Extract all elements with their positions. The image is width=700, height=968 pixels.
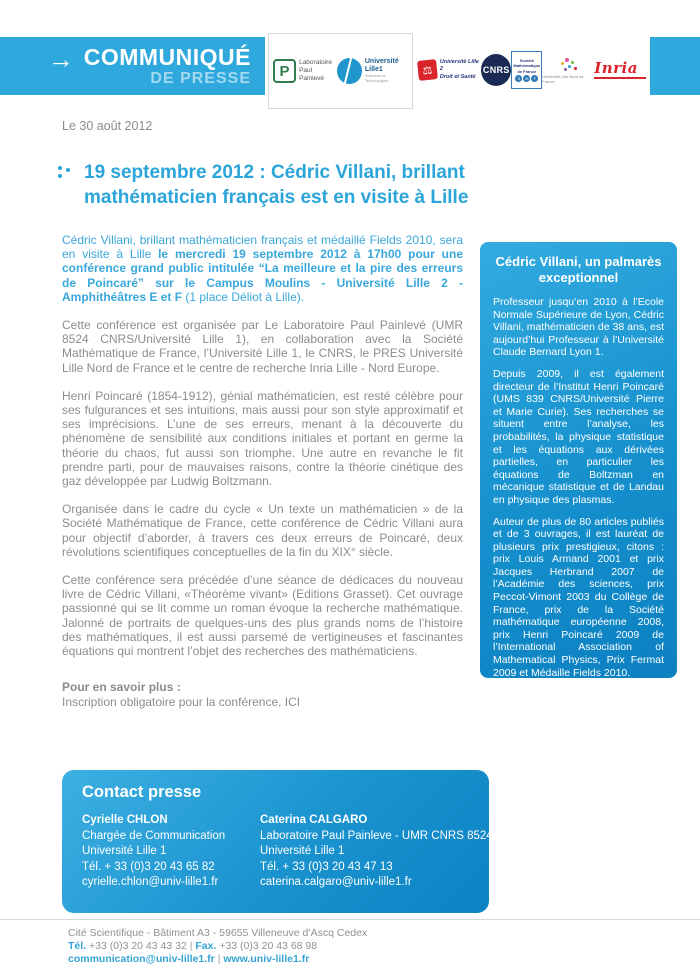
title-bullet-icon <box>57 165 73 181</box>
footer-email-link[interactable]: communication@univ-lille1.fr <box>68 953 215 965</box>
smf-label-2: Mathématique <box>513 63 541 69</box>
article-body <box>62 233 463 710</box>
page-footer <box>0 919 700 966</box>
logo-universite-lille-nord-de-france <box>542 57 594 84</box>
fax-label: Fax. <box>195 940 217 952</box>
page-title-line2: mathématicien français est en visite à Lille <box>84 187 469 208</box>
logo-inria: Inria <box>594 61 646 79</box>
arrow-icon: → <box>47 43 74 74</box>
logo-universite-lille1 <box>337 58 408 84</box>
body-paragraph: Cette conférence est organisée par Le Laboratoire Paul Painlevé (UMR 8524 CNRS/Université Lille 1), en collaboration avec la Société Mathématique de France, l’Université Lille 1, le CNRS, le PRES Université Lille Nord de France et le centre de recherche Inria Lille - Nord Europe. <box>62 318 463 375</box>
contact-phone: Tél. + 33 (0)3 20 43 47 13 <box>260 860 393 873</box>
sidebar-paragraph: Il est Chevalier de la Légion d’honneur depuis avril 2011. <box>493 688 664 713</box>
lille2-label-2: Droit et Santé <box>439 73 476 80</box>
intro-bold: le mercredi 19 septembre 2012 à 17h00 pour une conférence grand public intitulée “La meilleure et la pire des erreurs de Poincaré” sur le Campus Moulins - Université Lille 2 - Amphithéâtres E et F <box>62 247 463 304</box>
contact-phone: Tél. + 33 (0)3 20 43 65 82 <box>82 860 215 873</box>
press-banner <box>0 37 265 95</box>
logo-cnrs: CNRS <box>481 54 511 86</box>
sidebar-paragraph: Auteur de plus de 80 articles publiés et de 3 ouvrages, il est lauréat de plusieurs prix prestigieux, citons : prix Louis Armand 2001 et prix Jacques Herbrand 2007 de l’Académie des sciences, prix Peccot-Vimont 2003 du Collège de France, prix de la Société mathématique européenne 2008, prix Henri Poincaré 2009 de l’International Association of Mathematical Physics, Prix Fermat 2009 et Médaille Fields 2010. <box>493 515 664 679</box>
registration-text: Inscription obligatoire pour la conférence, <box>62 695 285 710</box>
painleve-icon: P <box>273 59 296 83</box>
contact-name: Cyrielle CHLON <box>82 814 168 826</box>
contact-org-2: Université Lille 1 <box>260 845 345 857</box>
sidebar-paragraph: Depuis 2009, il est également directeur de l’Institut Henri Poincaré (UMS 839 CNRS/Université Pierre et Marie Curie). Ses recherches se situent entre l’analyse, les probabilités, la physique statistique et les équations aux dérivées partielles, en particulier les équations de Boltzman en mécanique statistique et de Landau en physique des plasmas. <box>493 367 664 506</box>
footer-phone-line <box>68 940 700 953</box>
lille2-scales-icon: ⚖ <box>417 59 438 81</box>
footer-address: Cité Scientifique - Bâtiment A3 - 59655 Villeneuve d’Ascq Cedex <box>68 927 368 939</box>
title-row <box>57 160 487 210</box>
more-info-label: Pour en savoir plus : <box>62 680 181 695</box>
body-paragraph: Henri Poincaré (1854-1912), génial mathématicien, est resté célèbre pour ses fulgurances et ses intuitions, mais aussi pour son style approximatif et ses imprécisions. L’une de ses erreurs, menant à la découverte du phénomène de sensibilité aux conditions initiales et portant en germe la théorie du chaos, fut aussi son triomphe. Une autre en revanche le fit prendre parti, pour de mauvaises raisons, contre la théorie cinétique des gaz développée par Ludwig Boltzmann. <box>62 388 463 489</box>
contact-role: Chargée de Communication <box>82 829 226 842</box>
press-contact-box <box>62 770 493 913</box>
painleve-label-2: Paul Painlevé <box>299 66 325 83</box>
contact-email-link[interactable]: cyrielle.chlon@univ-lille1.fr <box>82 876 219 888</box>
tel-label: Tél. <box>68 940 87 952</box>
contact-org: Université Lille 1 <box>82 845 167 857</box>
intro-normal-2: (1 place Déliot à Lille). <box>182 289 305 304</box>
lille1-label-1: Université <box>364 58 399 66</box>
logo-societe-mathematique-de-france <box>511 51 542 89</box>
lille1-label-2: Lille1 <box>364 66 383 74</box>
contact-box-title: Contact presse <box>82 783 202 801</box>
footer-website-link[interactable]: www.univ-lille1.fr <box>223 953 310 965</box>
sidebar-paragraph: Professeur jusqu’en 2010 à l’Ecole Normale Supérieure de Lyon, Cédric Villani, mathématicien de 38 ans, est aujourd’hui Professeur à l’Université Claude Bernard Lyon 1. <box>493 296 664 359</box>
body-paragraph: Cette conférence sera précédée d’une séance de dédicaces du nouveau livre de Cédric Villani, «Théorème vivant» (Editions Grasset). Cet ouvrage passionné qui se lit comme un roman évoque la recherche mathématique. Jalonné de portraits de quelques-uns des plus grands noms de l’histoire des mathématiques, il est aussi parsemé de vertigineuses et fascinantes équations qui montrent l’objet des recherches des mathématiciens. <box>62 573 463 659</box>
partner-logo-strip <box>418 45 646 95</box>
page-title <box>84 160 468 210</box>
lille-nord-label: Université Lille Nord de France <box>542 73 584 84</box>
intro-paragraph <box>62 233 463 304</box>
contact-name: Caterina CALGARO <box>260 814 368 826</box>
footer-separator: | <box>217 953 221 965</box>
banner-subtitle: DE PRESSE <box>150 69 251 87</box>
more-info-block <box>62 680 463 709</box>
release-date: Le 30 août 2012 <box>62 119 153 133</box>
sidebar-title: Cédric Villani, un palmarès exceptionnel <box>495 254 662 285</box>
more-info-text <box>62 695 463 709</box>
lille2-label-1: Université Lille 2 <box>439 59 479 73</box>
footer-separator: | <box>189 940 193 952</box>
banner-title: COMMUNIQUÉ <box>83 43 251 70</box>
biography-sidebar <box>480 242 677 713</box>
contact-email-link[interactable]: caterina.calgaro@univ-lille1.fr <box>260 876 412 888</box>
body-paragraph: Organisée dans le cadre du cycle « Un texte un mathématicien » de la Société Mathématique de France, cette conférence de Cédric Villani aura pour objectif d’aborder, à travers ces deux erreurs de Poincaré, deux révolutions scientifiques conceptuelles de la fin du XIX° siècle. <box>62 502 463 559</box>
tel-number: +33 (0)3 20 43 43 32 <box>89 940 187 952</box>
logo-universite-lille2 <box>418 59 481 80</box>
lille1-globe-icon <box>337 58 362 84</box>
footer-links-line <box>68 953 700 966</box>
logo-laboratoire-paul-painleve <box>273 59 337 83</box>
partner-logo-box <box>268 33 413 109</box>
smf-dot-m: M <box>525 75 529 81</box>
page-title-line1: 19 septembre 2012 : Cédric Villani, brillant <box>84 162 465 183</box>
intro-normal-1: Cédric Villani, brillant mathématicien français et médaillé Fields 2010, sera en visite à Lille <box>62 233 463 262</box>
smf-label-1: Société <box>519 58 534 64</box>
painleve-label-1: Laboratoire <box>299 58 332 66</box>
registration-link[interactable]: ICI <box>284 695 301 710</box>
lille-nord-tree-icon <box>553 57 583 73</box>
smf-dot-s: S <box>515 75 522 82</box>
banner-right-segment <box>650 37 700 95</box>
contact-card <box>82 813 260 891</box>
fax-number: +33 (0)3 20 43 68 98 <box>219 940 318 952</box>
contact-card <box>260 813 493 891</box>
lille1-sublabel: Sciences et Technologies <box>364 73 389 84</box>
smf-label-3: de France <box>517 68 537 74</box>
contact-org: Laboratoire Paul Painleve - UMR CNRS 8524 <box>260 829 493 842</box>
smf-dot-f: F <box>531 75 538 82</box>
smf-dots-icon <box>515 75 538 82</box>
